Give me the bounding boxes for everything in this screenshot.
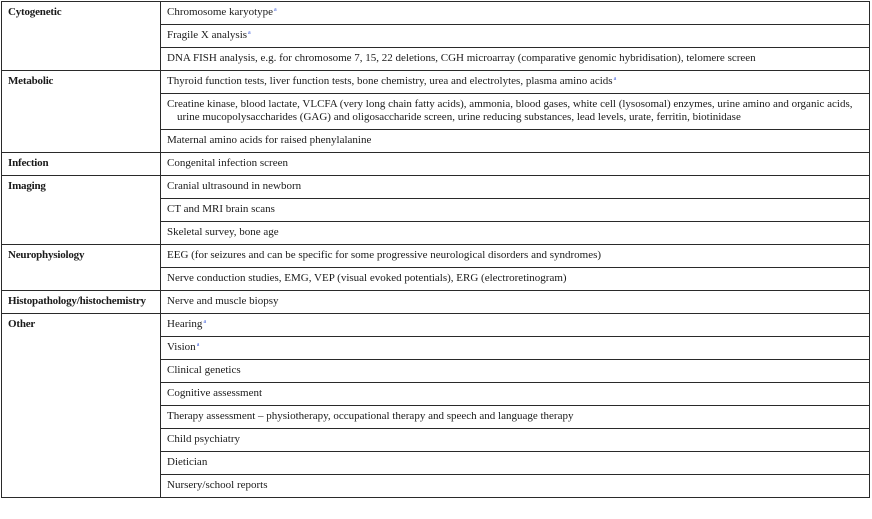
investigation-cell [161, 475, 870, 498]
investigation-cell [161, 360, 870, 383]
investigation-label: Child psychiatry [167, 433, 241, 445]
investigation-text [167, 98, 863, 124]
investigation-cell [161, 130, 870, 153]
investigation-cell [161, 245, 870, 268]
investigation-text [167, 479, 863, 492]
investigation-text [167, 52, 863, 65]
investigation-cell [161, 291, 870, 314]
investigation-text [167, 6, 863, 19]
footnote-marker[interactable]: a [248, 30, 251, 36]
investigation-label: Vision [167, 341, 196, 353]
category-cell: Infection [2, 153, 161, 176]
investigation-label: EEG (for seizures and can be specific for some progressive neurological disorders and syndromes) [167, 249, 602, 261]
investigation-label: Hearing [167, 318, 203, 330]
table-row [2, 291, 870, 314]
investigation-label: CT and MRI brain scans [167, 203, 275, 215]
investigation-text [167, 249, 863, 262]
investigation-text [167, 410, 863, 423]
investigation-label: Therapy assessment – physiotherapy, occupational therapy and speech and language therapy [167, 410, 574, 422]
investigation-cell [161, 2, 870, 25]
footnote-marker[interactable]: a [274, 7, 277, 13]
table-row [2, 2, 870, 25]
footnote-marker[interactable]: a [203, 319, 207, 325]
investigation-cell [161, 25, 870, 48]
category-cell: Metabolic [2, 71, 161, 153]
investigation-label: Dietician [167, 456, 208, 468]
investigation-text [167, 341, 863, 354]
category-cell: Imaging [2, 176, 161, 245]
investigation-label: Nerve and muscle biopsy [167, 295, 279, 307]
investigation-cell [161, 94, 870, 130]
footnote-marker[interactable]: a [196, 342, 200, 348]
investigation-label: Fragile X analysis [167, 29, 248, 41]
table-row [2, 314, 870, 337]
category-cell: Histopathology/histochemistry [2, 291, 161, 314]
investigation-label: Chromosome karyotype [167, 6, 274, 18]
category-cell: Cytogenetic [2, 2, 161, 71]
table-row [2, 71, 870, 94]
investigation-cell [161, 383, 870, 406]
investigation-cell [161, 452, 870, 475]
category-cell: Other [2, 314, 161, 498]
table-row [2, 176, 870, 199]
investigation-cell [161, 176, 870, 199]
investigation-label: Cognitive assessment [167, 387, 263, 399]
investigation-cell [161, 406, 870, 429]
investigation-label: DNA FISH analysis, e.g. for chromosome 7, 15, 22 deletions, CGH microarray (comparative genomic hybridisation), telomere screen [167, 52, 756, 64]
table-row [2, 153, 870, 176]
investigation-label: Clinical genetics [167, 364, 241, 376]
table-body [2, 2, 870, 498]
investigation-text [167, 364, 863, 377]
investigation-label: Congenital infection screen [167, 157, 288, 169]
investigation-text [167, 387, 863, 400]
category-cell: Neurophysiology [2, 245, 161, 291]
investigation-text [167, 433, 863, 446]
investigation-text [167, 29, 863, 42]
investigation-cell [161, 314, 870, 337]
investigation-label: Skeletal survey, bone age [167, 226, 279, 238]
investigation-label: Creatine kinase, blood lactate, VLCFA (very long chain fatty acids), ammonia, blood gases, white cell (lysosomal) enzymes, urine amino and organic acids, urine mucopolysaccharides (GAG) and oligosaccharide screen, urine reducing substances, lead levels, urate, ferritin, biotinidase [167, 98, 853, 123]
investigation-text [167, 180, 863, 193]
investigation-cell [161, 268, 870, 291]
table-row [2, 245, 870, 268]
investigation-cell [161, 48, 870, 71]
footnote-marker[interactable]: a [613, 76, 617, 82]
investigation-label: Nursery/school reports [167, 479, 268, 491]
investigation-cell [161, 429, 870, 452]
investigation-cell [161, 199, 870, 222]
investigation-text [167, 134, 863, 147]
investigation-text [167, 203, 863, 216]
investigation-cell [161, 337, 870, 360]
investigation-text [167, 295, 863, 308]
investigation-text [167, 272, 863, 285]
investigation-label: Nerve conduction studies, EMG, VEP (visual evoked potentials), ERG (electroretinogram) [167, 272, 567, 284]
investigation-text [167, 75, 863, 88]
investigation-label: Cranial ultrasound in newborn [167, 180, 302, 192]
investigation-cell [161, 222, 870, 245]
investigation-text [167, 226, 863, 239]
investigation-label: Thyroid function tests, liver function tests, bone chemistry, urea and electrolytes, plasma amino acids [167, 75, 613, 87]
investigation-cell [161, 153, 870, 176]
investigation-label: Maternal amino acids for raised phenylalanine [167, 134, 372, 146]
investigations-table [1, 1, 870, 498]
investigation-cell [161, 71, 870, 94]
investigation-text [167, 157, 863, 170]
investigation-text [167, 318, 863, 331]
investigation-text [167, 456, 863, 469]
